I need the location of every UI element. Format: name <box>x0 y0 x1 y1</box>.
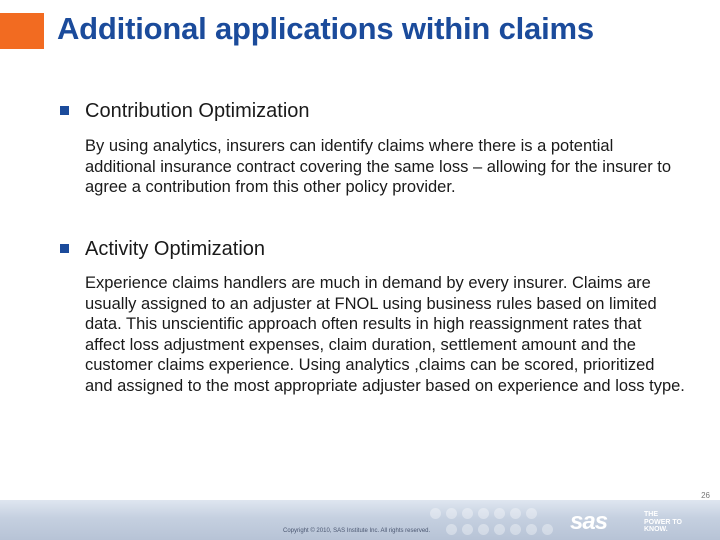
section-heading: Contribution Optimization <box>85 100 310 122</box>
bullet-square-icon <box>60 106 69 115</box>
sas-tagline: THE POWER TO KNOW. <box>644 511 682 533</box>
bullet-square-icon <box>60 244 69 253</box>
sas-logo-text: sas <box>570 508 608 535</box>
page-number: 26 <box>701 491 710 500</box>
slide-title: Additional applications within claims <box>57 11 594 46</box>
section-body: By using analytics, insurers can identify claims where there is a potential additional insurance contract covering the same loss – allowing for the insurer to agree a contribution from this other policy provider. <box>85 137 672 196</box>
section-heading: Activity Optimization <box>85 238 266 260</box>
footer-bar <box>0 500 720 540</box>
decorative-dots <box>430 508 560 536</box>
section-body: Experience claims handlers are much in demand by every insurer. Claims are usually assigned to an adjuster at FNOL using business rules based on limited data. This unscientific approach often results in high reassignment rates that affect loss adjustment expenses, claim duration, settlement amount and the customer claims experience. Using analytics ,claims can be scored, prioritized and assigned to the most appropriate adjuster based on experience and loss type. <box>85 274 685 395</box>
copyright-text: Copyright © 2010, SAS Institute Inc. All rights reserved. <box>283 528 431 534</box>
accent-bar <box>0 13 44 49</box>
